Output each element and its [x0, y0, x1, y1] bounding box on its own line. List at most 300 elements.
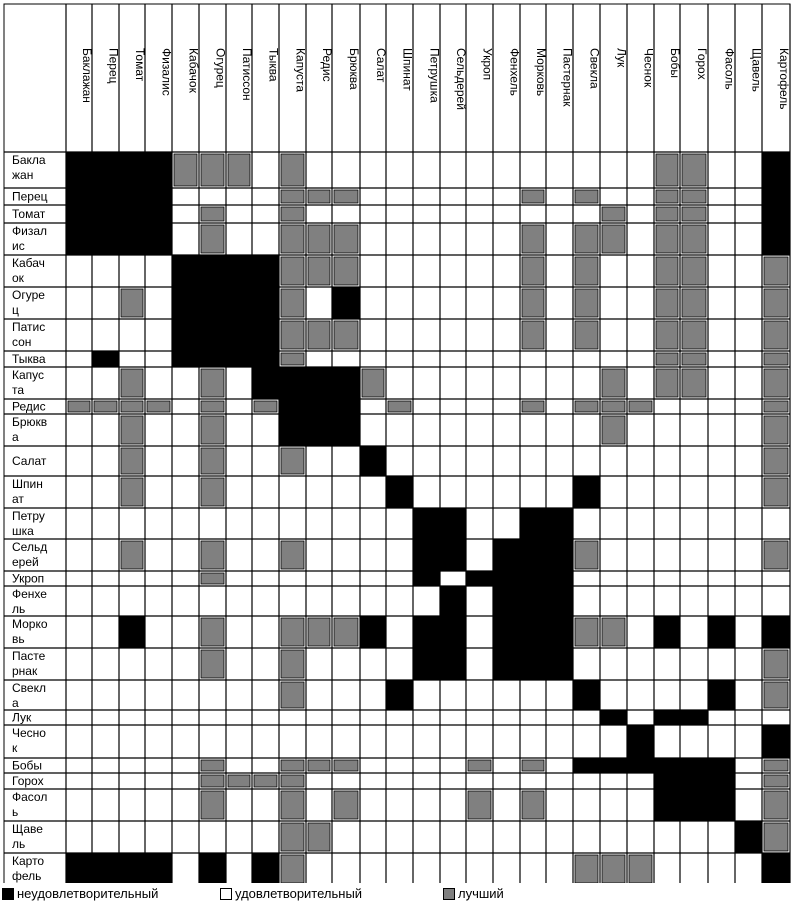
cell-best [522, 289, 544, 317]
cell-unsatisfactory [145, 853, 172, 883]
row-label: Огуре ц [12, 288, 45, 317]
cell-best [602, 225, 625, 253]
row-label: Шпин ат [12, 477, 43, 506]
cell-best [201, 369, 224, 397]
cell-unsatisfactory [66, 853, 92, 883]
column-label: Томат [133, 48, 147, 82]
cell-unsatisfactory [226, 351, 252, 367]
cell-unsatisfactory [493, 616, 520, 648]
cell-unsatisfactory [493, 648, 520, 680]
cell-best [201, 791, 224, 819]
cell-unsatisfactory [119, 223, 145, 255]
cell-best [575, 289, 598, 317]
row-label: Лук [12, 710, 32, 725]
cell-best [201, 618, 224, 646]
cell-best [764, 321, 788, 349]
cell-best [308, 225, 330, 253]
cell-unsatisfactory [546, 586, 573, 616]
cell-unsatisfactory [172, 319, 199, 351]
legend [0, 883, 800, 909]
cell-best [602, 401, 625, 412]
cell-unsatisfactory [119, 616, 145, 648]
cell-unsatisfactory [145, 152, 172, 188]
column-label: Фенхель [507, 48, 522, 96]
cell-unsatisfactory [66, 188, 92, 205]
cell-best [764, 353, 788, 365]
row-label: Тыква [12, 352, 46, 366]
cell-best [201, 416, 224, 444]
cell-best [682, 289, 706, 317]
cell-unsatisfactory [279, 414, 306, 446]
column-label: Бобы [668, 48, 682, 79]
cell-unsatisfactory [252, 255, 279, 287]
row-label: Салат [12, 454, 47, 468]
cell-unsatisfactory [306, 399, 332, 414]
cell-best [201, 775, 224, 787]
cell-unsatisfactory [92, 188, 119, 205]
cell-unsatisfactory [654, 789, 680, 821]
legend-item-best [443, 886, 504, 901]
cell-best [281, 823, 304, 851]
cell-best [656, 369, 678, 397]
cell-unsatisfactory [413, 616, 440, 648]
cell-best [334, 190, 358, 203]
row-label: Пасте рнак [12, 649, 46, 678]
cell-best [682, 154, 706, 186]
column-label: Перец [106, 48, 121, 84]
cell-unsatisfactory [279, 399, 306, 414]
cell-unsatisfactory [440, 508, 466, 539]
cell-unsatisfactory [306, 414, 332, 446]
legend-item-unsatisfactory [2, 886, 158, 901]
cell-best [682, 225, 706, 253]
legend-swatch-white [220, 888, 232, 900]
cell-unsatisfactory [172, 255, 199, 287]
cell-unsatisfactory [493, 539, 520, 571]
cell-best [522, 321, 544, 349]
cell-unsatisfactory [708, 616, 735, 648]
cell-best [281, 650, 304, 678]
cell-unsatisfactory [252, 367, 279, 399]
cell-unsatisfactory [573, 680, 600, 710]
cell-best [281, 353, 304, 365]
cell-best [308, 760, 330, 771]
cell-best [764, 401, 788, 412]
cell-best [201, 401, 224, 412]
cell-best [334, 791, 358, 819]
cell-best [522, 401, 544, 412]
cell-unsatisfactory [654, 710, 680, 725]
cell-unsatisfactory [627, 725, 654, 758]
cell-unsatisfactory [708, 773, 735, 789]
cell-unsatisfactory [252, 351, 279, 367]
cell-best [764, 448, 788, 474]
cell-unsatisfactory [520, 586, 546, 616]
cell-best [682, 207, 706, 221]
cell-unsatisfactory [306, 367, 332, 399]
cell-unsatisfactory [413, 508, 440, 539]
cell-best [575, 190, 598, 203]
cell-unsatisfactory [360, 616, 386, 648]
cell-unsatisfactory [708, 680, 735, 710]
cell-best [362, 369, 384, 397]
column-label: Баклажан [80, 48, 94, 103]
legend-swatch-black [2, 888, 14, 900]
cell-unsatisfactory [332, 414, 360, 446]
cell-unsatisfactory [92, 351, 119, 367]
cell-best [764, 478, 788, 506]
cell-best [334, 225, 358, 253]
row-label: Горох [12, 774, 44, 788]
cell-unsatisfactory [546, 571, 573, 586]
cell-unsatisfactory [66, 223, 92, 255]
cell-best [575, 225, 598, 253]
cell-best [656, 190, 678, 203]
column-label: Чеснок [641, 48, 656, 88]
cell-unsatisfactory [762, 725, 790, 758]
cell-unsatisfactory [199, 287, 226, 319]
cell-best [682, 190, 706, 203]
cell-best [656, 207, 678, 221]
cell-unsatisfactory [654, 773, 680, 789]
cell-unsatisfactory [493, 571, 520, 586]
cell-best [682, 321, 706, 349]
cell-unsatisfactory [654, 758, 680, 773]
cell-best [281, 154, 304, 186]
cell-unsatisfactory [226, 255, 252, 287]
cell-best [308, 321, 330, 349]
row-label: Бобы [12, 758, 43, 773]
cell-best [764, 369, 788, 397]
cell-best [334, 618, 358, 646]
cell-unsatisfactory [92, 223, 119, 255]
cell-best [121, 289, 143, 317]
cell-best [656, 225, 678, 253]
column-label: Огурец [213, 48, 228, 88]
cell-unsatisfactory [332, 367, 360, 399]
row-label: Карто фель [12, 854, 45, 883]
column-label: Сельдерей [454, 48, 468, 110]
cell-unsatisfactory [332, 287, 360, 319]
cell-best [602, 855, 625, 883]
cell-best [308, 618, 330, 646]
column-label: Пастернак [560, 48, 575, 107]
cell-best [281, 760, 304, 771]
cell-best [764, 289, 788, 317]
legend-label-best: лучший [458, 886, 504, 901]
cell-best [764, 775, 788, 787]
row-label: Бакла жан [12, 153, 46, 182]
cell-best [656, 289, 678, 317]
cell-unsatisfactory [413, 539, 440, 571]
cell-unsatisfactory [413, 648, 440, 680]
cell-best [201, 448, 224, 474]
cell-best [602, 369, 625, 397]
legend-label-satisfactory: удовлетворительный [235, 886, 363, 901]
cell-unsatisfactory [546, 648, 573, 680]
cell-best [682, 353, 706, 365]
cell-best [281, 775, 304, 787]
cell-best [281, 321, 304, 349]
row-label: Петру шка [12, 509, 45, 538]
cell-unsatisfactory [119, 205, 145, 223]
row-label: Укроп [12, 571, 45, 586]
column-label: Петрушка [427, 48, 442, 103]
cell-unsatisfactory [440, 616, 466, 648]
cell-best [201, 541, 224, 569]
cell-best [121, 401, 143, 412]
cell-best [121, 448, 143, 474]
column-label: Редис [320, 48, 334, 82]
cell-best [281, 791, 304, 819]
cell-unsatisfactory [708, 758, 735, 773]
row-label: Щаве ль [12, 822, 43, 851]
column-label: Лук [614, 48, 629, 68]
cell-best [764, 760, 788, 771]
cell-unsatisfactory [172, 287, 199, 319]
cell-unsatisfactory [627, 758, 654, 773]
row-label: Чесно к [12, 726, 46, 755]
cell-best [629, 855, 652, 883]
cell-best [629, 401, 652, 412]
cell-best [201, 573, 224, 584]
cell-unsatisfactory [573, 758, 600, 773]
cell-best [228, 154, 250, 186]
cell-unsatisfactory [520, 571, 546, 586]
cell-unsatisfactory [413, 571, 440, 586]
cell-unsatisfactory [440, 648, 466, 680]
cell-unsatisfactory [119, 853, 145, 883]
cell-best [575, 257, 598, 285]
cell-best [656, 353, 678, 365]
cell-best [281, 682, 304, 708]
cell-unsatisfactory [680, 789, 708, 821]
cell-best [334, 321, 358, 349]
column-label: Горох [695, 48, 709, 80]
cell-best [281, 855, 304, 883]
cell-unsatisfactory [119, 152, 145, 188]
cell-best [201, 478, 224, 506]
cell-unsatisfactory [762, 616, 790, 648]
cell-unsatisfactory [762, 205, 790, 223]
cell-best [254, 775, 277, 787]
cell-unsatisfactory [762, 853, 790, 883]
cell-best [575, 321, 598, 349]
cell-unsatisfactory [546, 616, 573, 648]
cell-unsatisfactory [92, 205, 119, 223]
cell-unsatisfactory [199, 853, 226, 883]
cell-best [334, 257, 358, 285]
cell-unsatisfactory [546, 508, 573, 539]
cell-best [147, 401, 170, 412]
cell-best [764, 650, 788, 678]
cell-best [174, 154, 197, 186]
cell-best [575, 855, 598, 883]
cell-unsatisfactory [520, 539, 546, 571]
column-label: Патиссон [240, 48, 254, 101]
cell-unsatisfactory [92, 152, 119, 188]
cell-best [656, 257, 678, 285]
cell-best [281, 289, 304, 317]
column-label: Картофель [777, 48, 791, 110]
cell-best [468, 760, 491, 771]
cell-best [281, 225, 304, 253]
cell-unsatisfactory [172, 351, 199, 367]
column-label: Шпинат [400, 48, 415, 91]
cell-best [575, 541, 598, 569]
cell-unsatisfactory [440, 586, 466, 616]
cell-unsatisfactory [199, 319, 226, 351]
cell-unsatisfactory [332, 399, 360, 414]
cell-best [281, 207, 304, 221]
cell-best [94, 401, 117, 412]
cell-unsatisfactory [600, 758, 627, 773]
cell-best [575, 618, 598, 646]
cell-best [682, 369, 706, 397]
cell-best [468, 791, 491, 819]
cell-best [522, 190, 544, 203]
cell-unsatisfactory [654, 616, 680, 648]
legend-item-satisfactory [220, 886, 362, 901]
row-label: Кабач ок [12, 256, 45, 285]
row-label: Капус та [12, 368, 45, 397]
cell-unsatisfactory [573, 476, 600, 508]
column-label: Кабачок [186, 48, 201, 93]
cell-unsatisfactory [680, 758, 708, 773]
row-label: Физал ис [12, 224, 48, 253]
row-label: Патис сон [12, 320, 46, 349]
cell-best [121, 478, 143, 506]
cell-unsatisfactory [119, 188, 145, 205]
cell-unsatisfactory [520, 508, 546, 539]
cell-unsatisfactory [600, 710, 627, 725]
column-label: Фасоль [722, 48, 737, 90]
cell-unsatisfactory [386, 680, 413, 710]
cell-best [764, 823, 788, 851]
cell-best [121, 541, 143, 569]
row-label: Фенхе ль [12, 587, 47, 616]
cell-best [201, 207, 224, 221]
column-label: Свекла [587, 48, 602, 89]
column-label: Физалис [159, 48, 174, 96]
row-label: Томат [12, 207, 46, 221]
cell-best [281, 257, 304, 285]
cell-unsatisfactory [680, 773, 708, 789]
cell-unsatisfactory [762, 188, 790, 205]
cell-unsatisfactory [493, 586, 520, 616]
column-label: Салат [374, 48, 388, 83]
cell-best [121, 369, 143, 397]
cell-best [682, 257, 706, 285]
cell-unsatisfactory [762, 223, 790, 255]
cell-unsatisfactory [680, 710, 708, 725]
cell-unsatisfactory [252, 853, 279, 883]
cell-unsatisfactory [226, 287, 252, 319]
cell-best [281, 448, 304, 474]
row-label: Фасол ь [12, 790, 48, 819]
column-label: Тыква [266, 48, 281, 82]
row-label: Брюкв а [12, 415, 48, 444]
cell-unsatisfactory [466, 571, 493, 586]
column-label: Капуста [293, 48, 308, 93]
cell-best [68, 401, 90, 412]
cell-best [308, 190, 330, 203]
column-label: Морковь [534, 48, 548, 97]
cell-unsatisfactory [252, 287, 279, 319]
cell-best [764, 257, 788, 285]
cell-unsatisfactory [360, 446, 386, 476]
cell-unsatisfactory [145, 205, 172, 223]
cell-best [522, 225, 544, 253]
cell-unsatisfactory [520, 616, 546, 648]
cell-best [334, 760, 358, 771]
column-label: Брюква [347, 48, 361, 90]
cell-best [522, 760, 544, 771]
column-label: Укроп [480, 48, 495, 81]
cell-best [281, 190, 304, 203]
cell-best [281, 541, 304, 569]
cell-best [201, 650, 224, 678]
cell-best [388, 401, 411, 412]
cell-unsatisfactory [546, 539, 573, 571]
cell-best [522, 791, 544, 819]
cell-best [522, 257, 544, 285]
cell-best [308, 257, 330, 285]
row-label: Редис [12, 399, 46, 414]
cell-best [228, 775, 250, 787]
cell-best [656, 154, 678, 186]
cell-best [764, 791, 788, 819]
legend-swatch-gray [443, 888, 455, 900]
cell-best [656, 321, 678, 349]
cell-unsatisfactory [145, 223, 172, 255]
row-label: Морко вь [12, 617, 48, 646]
row-label: Перец [12, 189, 48, 204]
cell-unsatisfactory [145, 188, 172, 205]
cell-unsatisfactory [66, 205, 92, 223]
cell-best [764, 682, 788, 708]
cell-best [764, 416, 788, 444]
cell-unsatisfactory [199, 351, 226, 367]
cell-unsatisfactory [92, 853, 119, 883]
cell-best [308, 823, 330, 851]
cell-unsatisfactory [735, 821, 762, 853]
cell-best [201, 225, 224, 253]
cell-unsatisfactory [440, 539, 466, 571]
row-label: Сельд ерей [12, 540, 48, 569]
cell-unsatisfactory [762, 152, 790, 188]
column-label: Щавель [749, 48, 764, 92]
legend-label-unsatisfactory: неудовлетворительный [17, 886, 159, 901]
cell-unsatisfactory [520, 648, 546, 680]
cell-best [281, 618, 304, 646]
cell-unsatisfactory [66, 152, 92, 188]
cell-best [254, 401, 277, 412]
cell-best [575, 401, 598, 412]
cell-best [121, 416, 143, 444]
cell-best [602, 207, 625, 221]
cell-best [602, 416, 625, 444]
cell-best [201, 154, 224, 186]
cell-best [764, 541, 788, 569]
cell-unsatisfactory [386, 476, 413, 508]
cell-best [602, 618, 625, 646]
cell-unsatisfactory [279, 367, 306, 399]
row-label: Свекл а [12, 681, 46, 710]
cell-unsatisfactory [252, 319, 279, 351]
cell-best [201, 760, 224, 771]
cell-unsatisfactory [708, 789, 735, 821]
